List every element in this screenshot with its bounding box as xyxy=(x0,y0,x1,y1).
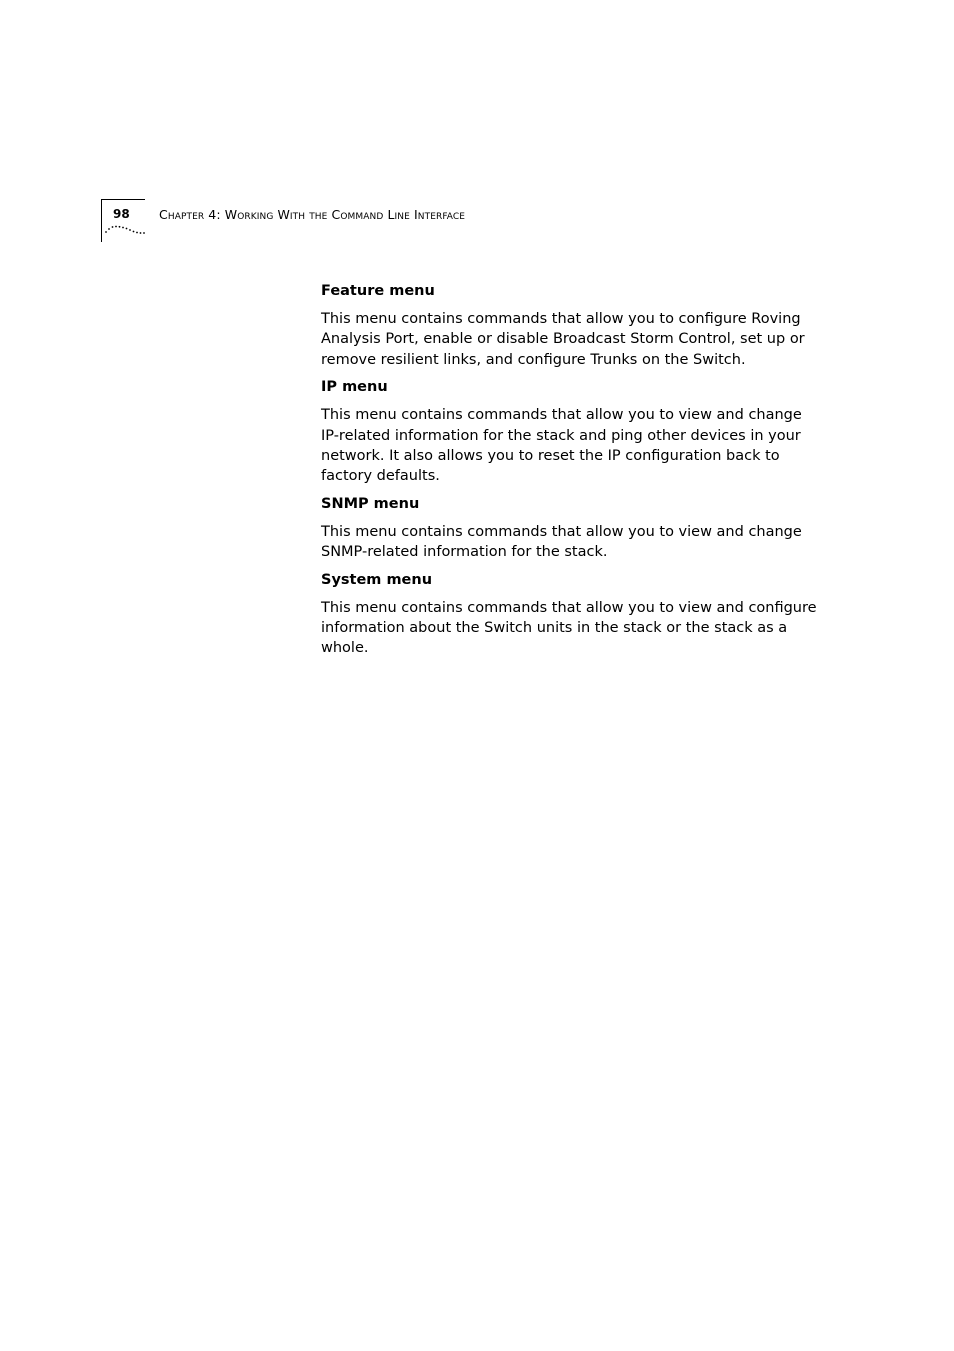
section-body: This menu contains commands that allow you to view and change SNMP-related information for the stack. xyxy=(321,523,802,561)
feature-menu-section xyxy=(321,281,821,370)
section-heading: System menu xyxy=(321,571,433,588)
page-number-tab xyxy=(101,199,145,242)
tab-left-rule xyxy=(101,199,102,242)
section-heading: IP menu xyxy=(321,379,388,396)
tab-top-rule xyxy=(101,199,145,200)
page-number: 98 xyxy=(113,207,130,221)
section-heading: SNMP menu xyxy=(321,495,420,512)
system-menu-section xyxy=(321,570,821,659)
section-heading: Feature menu xyxy=(321,283,435,299)
dotted-ornament-icon xyxy=(105,225,145,235)
running-head: Chapter 4: Working With the Command Line Interface xyxy=(159,207,466,222)
ip-menu-section xyxy=(321,377,821,487)
section-body: This menu contains commands that allow you to view and configure information about the Switch units in the stack or the stack as a whole. xyxy=(321,599,817,657)
main-content xyxy=(321,281,821,666)
section-body: This menu contains commands that allow you to view and change IP-related information for the stack and ping other devices in your network. It also allows you to reset the IP configuration back to factory defaults. xyxy=(321,407,802,485)
snmp-menu-section xyxy=(321,494,821,563)
section-body: This menu contains commands that allow you to configure Roving Analysis Port, enable or disable Broadcast Storm Control, set up or remove resilient links, and configure Trunks on the Switch. xyxy=(321,311,805,368)
